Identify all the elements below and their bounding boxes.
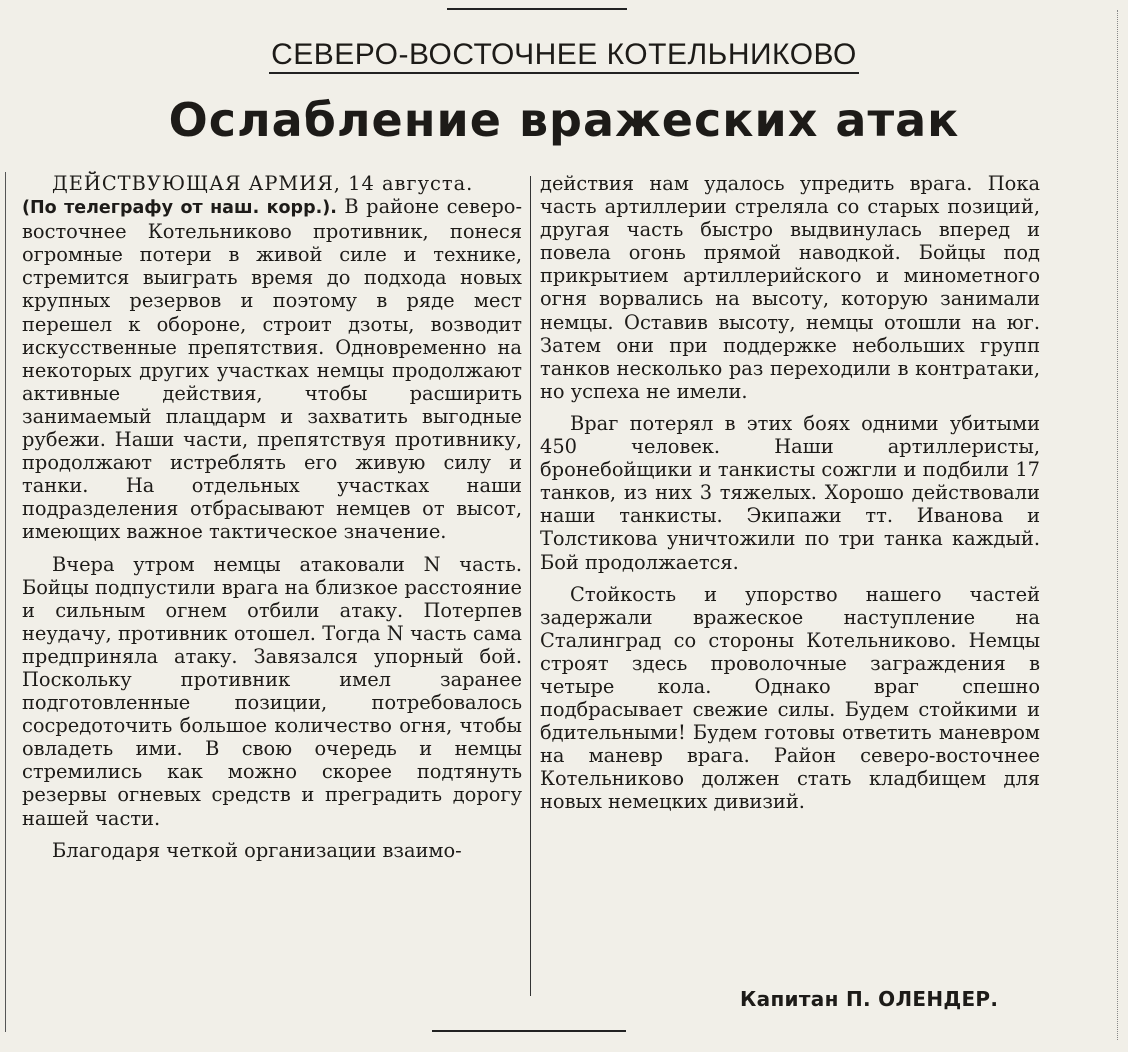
- paragraph-1-text: В районе северо-восточнее Котельниково противник, понеся огромные потери в живой силе и технике, стремится выиграть время до подхода новых крупных резервов и поэтому в ряде мест перешел к обороне, строит дзоты, возводит искусственные препятствия. Одновременно на некоторых других участках немцы продолжают активные действия, чтобы расширить занимаемый плацдарм и захватить выгодные рубежи. Наши части, препятствуя противнику, продолжают истреблять его живую силу и танки. На отдельных участках наши подразделения отбрасывают немцев от высот, имеющих важное тактическое значение.: [22, 195, 523, 544]
- paragraph-1: [22, 172, 522, 544]
- column-divider: [530, 176, 531, 996]
- top-rule: [447, 8, 627, 10]
- paragraph-2: Вчера утром немцы атаковали N часть. Бойцы подпустили врага на близкое расстояние и сильным огнем отбили атаку. Потерпев неудачу, противник отошел. Тогда N часть сама предприняла атаку. Завязался упорный бой. Поскольку противник имел заранее подготовленные позиции, потребовалось сосредоточить большое количество огня, чтобы овладеть ими. В свою очередь и немцы стремились как можно скорее подтянуть резервы огневых средств и преградить дорогу нашей части.: [22, 552, 522, 830]
- column-left: [22, 172, 522, 862]
- paragraph-3-continued: действия нам удалось упредить врага. Пока часть артиллерии стреляла со старых позиций, другая часть быстро выдвинулась вперед и повела огонь прямой наводкой. Бойцы под прикрытием артиллерийского и минометного огня ворвались на высоту, которую занимали немцы. Оставив высоту, немцы отошли на юг. Затем они при поддержке небольших групп танков несколько раз переходили в контратаки, но успеха не имели.: [540, 172, 1040, 403]
- kicker-text: СЕВЕРО-ВОСТОЧНЕЕ КОТЕЛЬНИКОВО: [269, 38, 859, 74]
- paragraph-5: Стойкость и упорство нашего частей задержали вражеское наступление на Сталинград со стороны Котельниково. Немцы строят здесь проволочные заграждения в четыре кола. Однако враг спешно подбрасывает свежие силы. Будем стойкими и бдительными! Будем готовы ответить маневром на маневр врага. Район северо-восточнее Котельниково должен стать кладбищем для новых немецких дивизий.: [540, 582, 1040, 814]
- page-edge: [1117, 10, 1118, 1040]
- column-right: [540, 172, 1040, 814]
- paragraph-4: Враг потерял в этих боях одними убитыми 450 человек. Наши артиллеристы, бронебойщики и танкисты сожгли и подбили 17 танков, из них 3 тяжелых. Хорошо действовали наши танкисты. Экипажи тт. Иванова и Толстикова уничтожили по три танка каждый. Бой продолжается.: [540, 411, 1040, 574]
- paragraph-3-start: Благодаря четкой организации взаимо-: [52, 838, 462, 862]
- source-note: (По телеграфу от наш. корр.).: [22, 198, 337, 219]
- article-kicker: [0, 38, 1128, 72]
- dateline: ДЕЙСТВУЮЩАЯ АРМИЯ, 14 августа.: [52, 172, 474, 195]
- bottom-rule: [432, 1030, 626, 1032]
- left-column-border: [5, 172, 6, 1032]
- author-signature: Капитан П. ОЛЕНДЕР.: [740, 987, 999, 1011]
- article-headline: Ослабление вражеских атак: [168, 93, 960, 147]
